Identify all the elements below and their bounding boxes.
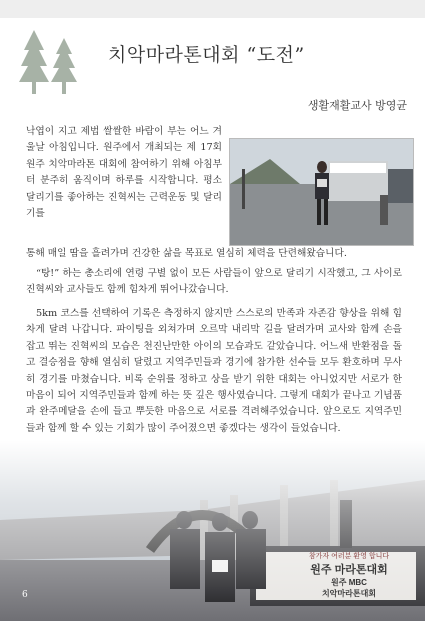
banner-welcome: 참가자 여러분 환영 합니다	[308, 553, 390, 560]
banner-sponsor: 원주 MBC	[331, 578, 367, 587]
paragraph-intro-tail: 통해 매일 땀을 흘려가며 건강한 삶을 목표로 열심히 체력을 단련해왔습니다.	[26, 248, 347, 259]
paragraph-intro: 낙엽이 지고 제법 쌀쌀한 바람이 부는 어느 겨울날 아침입니다. 원주에서 개최되는 제 17회 원주 치악마라톤 대회에 참여하기 위해 아침부터 분주히 움직이며 하루를 시작합니다. 평소 달리기를 좋아하는 진혁씨는 근력운동 및 달리기를	[26, 126, 222, 220]
page-number: 6	[22, 590, 28, 600]
banner-event: 마라톤대회	[334, 564, 388, 576]
paragraph-start: “탕!” 하는 총소리에 연령 구별 없이 모든 사람들이 앞으로 달리기 시작했고, 그 사이로 진혁씨와 교사들도 함께 힘차게 뛰어나갔습니다.	[26, 268, 402, 296]
banner-footer: 치악마라톤대회	[321, 589, 377, 598]
page-title: 치악마라톤대회 “도전”	[108, 44, 305, 66]
group-finish-photo	[0, 440, 425, 621]
header-bar	[0, 0, 425, 18]
runner-photo	[229, 138, 414, 246]
paragraph-race: 5km 코스를 선택하여 기록은 측정하지 않지만 스스로의 만족과 자존감 향상을 위해 힘차게 달려 나갑니다. 파이팅을 외쳐가며 오르막 내리막 길을 달려가며 교사와 함께 손을 잡고 뛰는 진혁씨의 모습은 천진난만한 아이의 모습과도 같았습니다. 어느새 반환점을 돌고 결승점을 향해 열심히 달렸고 지역주민들과 경기에 참가한 선수들 모두 환호하며 무사히 경기를 마쳤습니다. 비록 순위를 정하고 상을 받기 위한 대회는 아니었지만 서로가 한마음이 되어 지역주민들과 함께 하는 뜻 깊은 행사였습니다. 그렇게 대회가 끝나고 기념품과 완주메달을 손에 들고 뿌듯한 마음으로 서로를 격려해주었습니다. 앞으로도 지역주민들과 함께 할 수 있는 기회가 많이 주어졌으면 좋겠다는 생각이 들었습니다.	[26, 308, 402, 434]
pine-trees-icon	[18, 28, 88, 98]
author-byline: 생활재활교사 방영균	[307, 99, 407, 112]
banner-city: 원주	[310, 564, 332, 576]
banner-text	[284, 551, 414, 599]
